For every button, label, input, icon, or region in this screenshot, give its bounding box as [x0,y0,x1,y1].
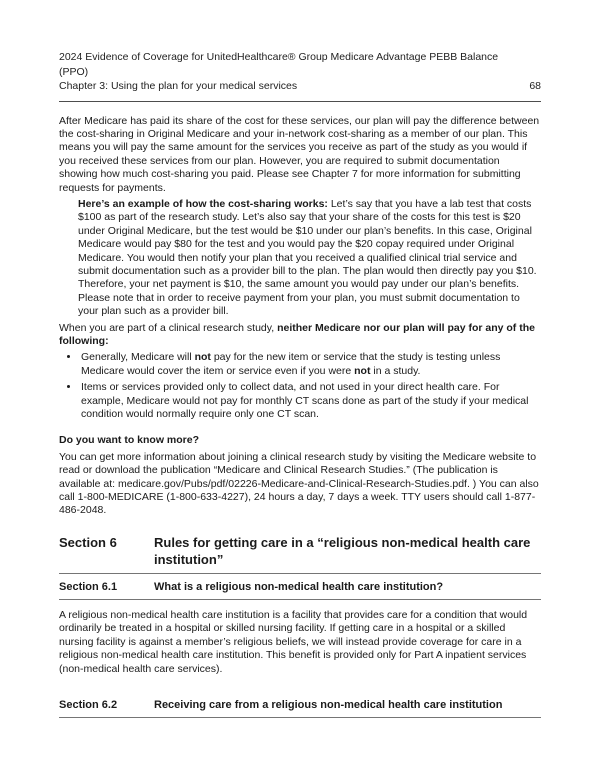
list-item: • Items or services provided only to collect data, and not used in your direct health care. For example, Medicare would not pay for monthly CT scans done as part of the study if your medical condition would normally require only one CT scan. [80,381,541,421]
document-body [59,115,541,718]
section-6-2-title: Receiving care from a religious non-medical health care institution [154,698,503,711]
paragraph-cost-sharing-example: Here’s an example of how the cost-sharing works: Let’s say that you have a lab test that costs $100 as part of the research study. Let’s also say that your share of the costs for this test is $20 under Original Medicare, but the test would be $10 under our plan’s benefits. In this case, Original Medicare would pay $80 for the test and you would pay the $20 copay required under Original Medicare. You would then notify your plan that you received a qualified clinical trial service and submit documentation such as a provider bill to the plan. The plan would then directly pay you $10. Therefore, your net payment is $10, the same amount you would pay under our plan’s benefits. Please note that in order to receive payment from your plan, you must submit documentation to your plan such as a provider bill. [78,197,537,318]
paragraph-religious-institution: A religious non-medical health care institution is a facility that provides care for a condition that would ordinarily be treated in a hospital or skilled nursing facility. If getting care in a hospital or a skilled nursing facility is against a member’s religious beliefs, we will instead provide coverage for care in a religious non-medical health care institution. This benefit is provided only for Part A inpatient services (non-medical health care services). [59,608,528,675]
page-number: 68 [529,80,541,92]
paragraph-know-more: You can get more information about joining a clinical research study by visiting the Medicare website to read or download the publication “Medicare and Clinical Research Studies.” (The publication is available at: medicare.gov/Pubs/pdf/02226-Medicare-and-Clinical-Research-Studies.pdf. ) You can also call 1-800-MEDICARE (1-800-633-4227), 24 hours a day, 7 days a week. TTY users should call 1-877-486-2048. [59,450,539,517]
bullet-list [59,351,541,421]
header-divider [59,101,541,102]
section-6-1-label: Section 6.1 [59,580,118,593]
section-6-1-heading [59,574,541,600]
section-6-heading [59,534,541,574]
section-6-title: Rules for getting care in a “religious non-medical health care institution” [154,534,531,567]
paragraph-when-part-of-study: When you are part of a clinical research study, neither Medicare nor our plan will pay for any of the following: [59,321,535,347]
header-title-line1: 2024 Evidence of Coverage for UnitedHealthcare® Group Medicare Advantage PEBB Balance [59,51,499,63]
section-6-2-heading [59,692,541,718]
header-title-line2: (PPO) [59,65,89,78]
header-text [59,50,541,94]
page-header [59,50,541,102]
header-chapter: Chapter 3: Using the plan for your medical services [59,80,298,92]
section-6-1-title: What is a religious non-medical health care institution? [154,580,444,593]
list-item: • Generally, Medicare will not pay for the new item or service that the study is testing unless Medicare would cover the item or service even if you were not in a study. [80,351,541,378]
know-more-heading: Do you want to know more? [59,434,200,447]
section-6-2-label: Section 6.2 [59,698,118,711]
paragraph-cost-sharing: After Medicare has paid its share of the cost for these services, our plan will pay the difference between the cost-sharing in Original Medicare and your in-network cost-sharing as a member of our plan. This means you will pay the same amount for the services you receive as part of the study as you would if you received these services from our plan. However, you are required to submit documentation showing how much cost-sharing you paid. Please see Chapter 7 for more information for submitting requests for payments. [59,114,540,194]
header-chapter-row [59,79,541,94]
section-6-label: Section 6 [59,534,117,550]
